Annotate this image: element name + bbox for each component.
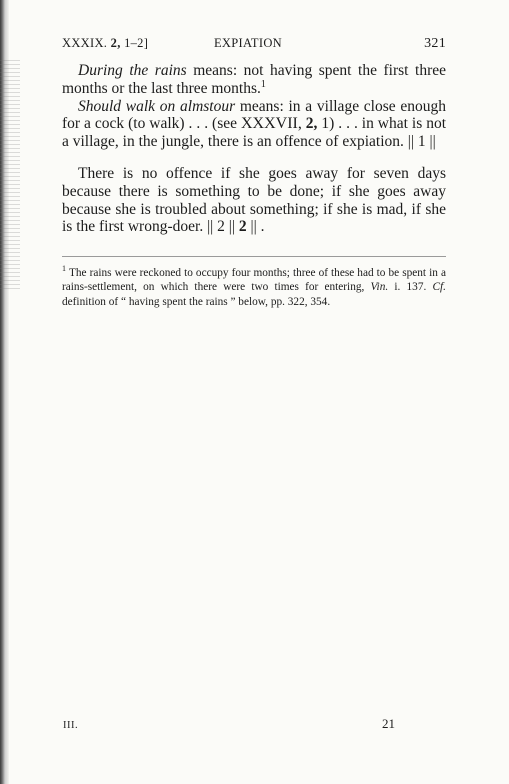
- binding-shadow: [0, 60, 20, 290]
- footnote-rule: [62, 256, 446, 257]
- signature-mark: 21: [382, 716, 395, 731]
- paragraph-no-offence: There is no offence if she goes away for seven days because there is something to be done; if she goes away because she is troubled about something; if she is mad, if she is the first wrong-doer. || 2 || 2 || .: [62, 164, 446, 236]
- footnote-number: 1: [62, 264, 66, 274]
- header-title: EXPIATION: [214, 36, 282, 50]
- paragraph-during-the-rains: During the rains means: not having spent the first three months or the last three months.$^1$: [62, 62, 446, 97]
- term-during-the-rains: During the rains: [78, 62, 187, 79]
- footnote-ref: 1: [260, 78, 266, 90]
- term-should-walk: Should walk on almstour: [78, 97, 236, 115]
- volume-mark: III.: [63, 720, 79, 731]
- main-text: [62, 62, 446, 236]
- page-number: 321: [424, 36, 446, 51]
- paragraph-should-walk: Should walk on almstour means: in a village close enough for a cock (to walk) . . . (see XXXVII, 2, 1) . . . in what is not a village, in the jungle, there is an offence of expiation. || 1 ||: [62, 97, 447, 151]
- running-header: [62, 36, 446, 54]
- footnote: $^1$ The rains were reckoned to occupy four months; three of these had to be spent in a rains-settlement, on which there were two times for entering, Vin. i. 137. Cf. definition of “ having spent the rains ” below, pp. 322, 354.: [62, 264, 446, 308]
- header-section-ref: XXXIX. 2, 1–2]: [62, 36, 149, 50]
